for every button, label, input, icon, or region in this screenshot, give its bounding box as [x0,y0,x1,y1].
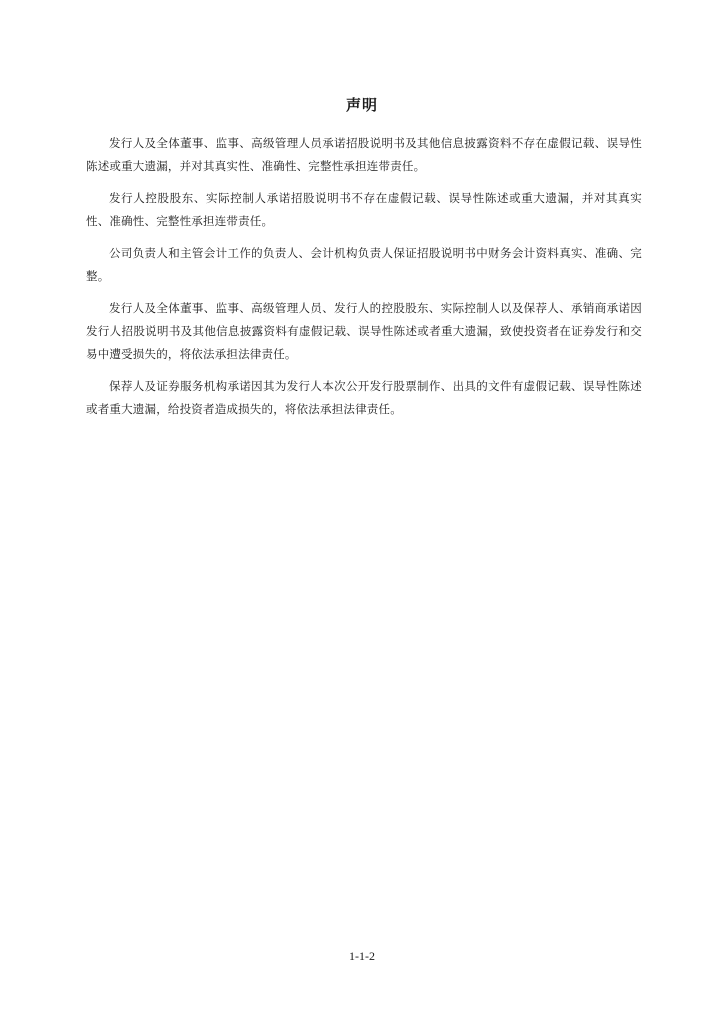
paragraph-directors-commitment: 发行人及全体董事、监事、高级管理人员承诺招股说明书及其他信息披露资料不存在虚假记载、误导性陈述或重大遗漏，并对其真实性、准确性、完整性承担连带责任。 [86,136,642,173]
paragraph-controlling-shareholder-commitment: 发行人控股股东、实际控制人承诺招股说明书不存在虚假记载、误导性陈述或重大遗漏，并对其真实性、准确性、完整性承担连带责任。 [86,191,642,228]
paragraph-sponsor-commitment: 保荐人及证券服务机构承诺因其为发行人本次公开发行股票制作、出具的文件有虚假记载、误导性陈述或者重大遗漏，给投资者造成损失的，将依法承担法律责任。 [86,379,642,416]
declaration-body [86,132,642,430]
page-number: 1-1-2 [349,949,375,963]
paragraph-accounting-commitment: 公司负责人和主管会计工作的负责人、会计机构负责人保证招股说明书中财务会计资料真实、准确、完整。 [86,246,642,283]
page-title: 声明 [345,96,378,114]
paragraph-liability-commitment: 发行人及全体董事、监事、高级管理人员、发行人的控股股东、实际控制人以及保荐人、承销商承诺因发行人招股说明书及其他信息披露资料有虚假记载、误导性陈述或者重大遗漏，致使投资者在证券发行和交易中遭受损失的，将依法承担法律责任。 [86,301,642,361]
